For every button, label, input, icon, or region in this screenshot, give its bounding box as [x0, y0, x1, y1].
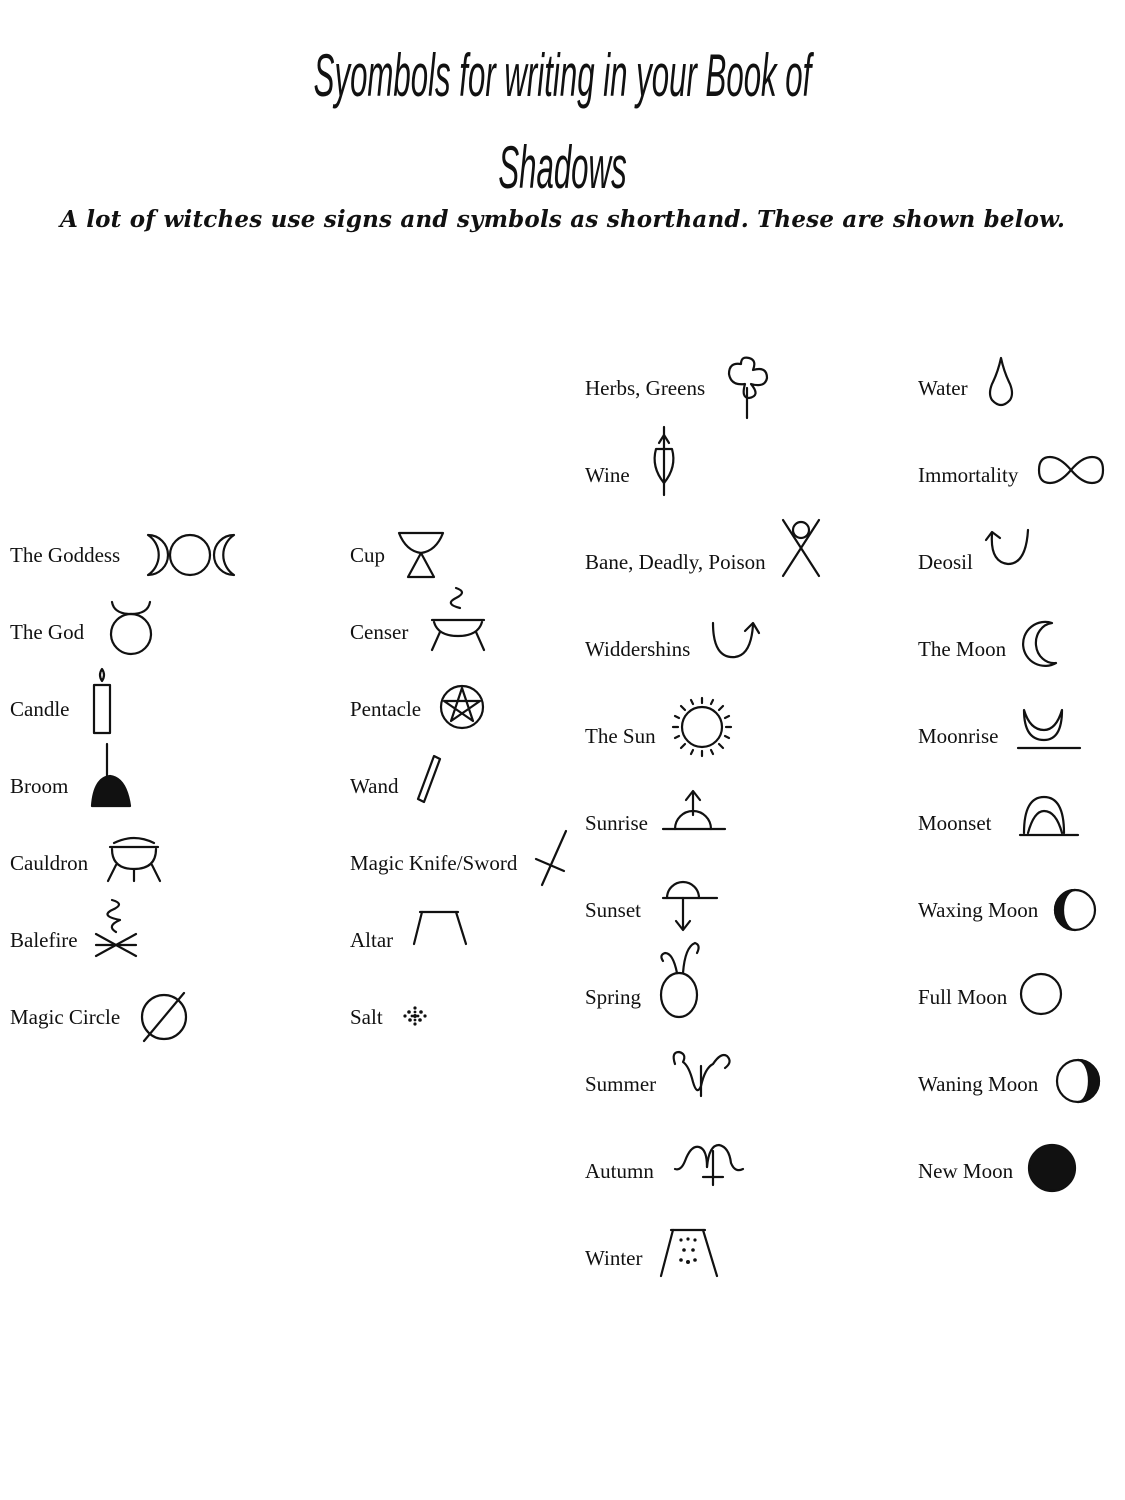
symbol-label: Deosil — [918, 550, 973, 574]
symbol-label: Cup — [350, 543, 386, 567]
symbol-label: Full Moon — [918, 985, 1008, 1009]
symbol-label: The Goddess — [10, 543, 121, 567]
spring-icon — [655, 939, 705, 1021]
cup-icon — [396, 529, 446, 581]
symbol-label: Censer — [350, 620, 409, 644]
knife-icon — [532, 829, 572, 887]
symbol-label: Cauldron — [10, 851, 89, 875]
symbol-label: Water — [918, 376, 968, 400]
symbol-label: Bane, Deadly, Poison — [585, 550, 766, 574]
symbol-label: The Moon — [918, 637, 1007, 661]
symbol-label: Herbs, Greens — [585, 376, 706, 400]
symbol-label: Wine — [585, 463, 630, 487]
summer-icon — [669, 1046, 735, 1102]
symbol-label: Moonset — [918, 811, 992, 835]
balefire-icon — [92, 898, 140, 960]
moonrise-icon — [1016, 706, 1082, 754]
symbol-label: Waxing Moon — [918, 898, 1039, 922]
symbol-label: Salt — [350, 1005, 383, 1029]
symbol-label: New Moon — [918, 1159, 1014, 1183]
sunset-icon — [641, 878, 719, 934]
cauldron-icon — [106, 829, 162, 885]
symbol-label: The Sun — [585, 724, 656, 748]
wine-icon — [647, 425, 681, 497]
symbol-label: Candle — [10, 697, 70, 721]
symbol-label: Waning Moon — [918, 1072, 1039, 1096]
winter-icon — [657, 1226, 721, 1282]
wand-icon — [414, 752, 444, 806]
broom-icon — [90, 742, 134, 810]
symbol-label: Sunrise — [585, 811, 648, 835]
candle-icon — [90, 667, 114, 737]
symbol-label: Magic Circle — [10, 1005, 121, 1029]
full-moon-icon — [1018, 969, 1064, 1019]
symbol-label: Sunset — [585, 898, 642, 922]
salt-icon — [398, 1001, 432, 1031]
deosil-icon — [984, 526, 1034, 576]
symbol-label: Spring — [585, 985, 642, 1009]
slashed-circle-icon — [136, 989, 192, 1045]
altar-icon — [410, 908, 470, 948]
page-title: Syombols for writing in your Book of Shadows — [313, 42, 812, 201]
water-drop-icon — [984, 354, 1018, 410]
page-subtitle: A lot of witches use signs and symbols as shorthand. These are shown below. — [59, 206, 1066, 233]
moonset-icon — [1018, 791, 1080, 841]
symbol-label: Magic Knife/Sword — [350, 851, 518, 875]
autumn-icon — [671, 1139, 749, 1189]
sun-icon — [669, 694, 735, 760]
sunrise-icon — [661, 785, 727, 835]
censer-icon — [428, 584, 488, 656]
new-moon-icon — [1026, 1141, 1078, 1195]
infinity-icon — [1036, 453, 1106, 487]
symbol-label: Autumn — [585, 1159, 654, 1183]
symbol-label: Moonrise — [918, 724, 999, 748]
horned-circle-icon — [106, 598, 156, 658]
herb-icon — [721, 356, 775, 422]
triple-moon-icon — [142, 531, 242, 579]
widdershins-icon — [709, 617, 765, 667]
symbol-label: Pentacle — [350, 697, 422, 721]
crescent-moon-icon — [1022, 619, 1062, 669]
symbol-label: Widdershins — [585, 637, 691, 661]
waxing-moon-icon — [1052, 886, 1098, 934]
waning-moon-icon — [1054, 1056, 1102, 1106]
symbol-label: Balefire — [10, 928, 78, 952]
symbol-label: The God — [10, 620, 85, 644]
bane-icon — [779, 518, 823, 580]
symbol-label: Winter — [585, 1246, 643, 1270]
symbol-label: Wand — [350, 774, 399, 798]
symbol-label: Broom — [10, 774, 69, 798]
symbol-label: Summer — [585, 1072, 657, 1096]
symbol-label: Altar — [350, 928, 394, 952]
symbol-label: Immortality — [918, 463, 1019, 487]
pentacle-icon — [438, 683, 486, 731]
